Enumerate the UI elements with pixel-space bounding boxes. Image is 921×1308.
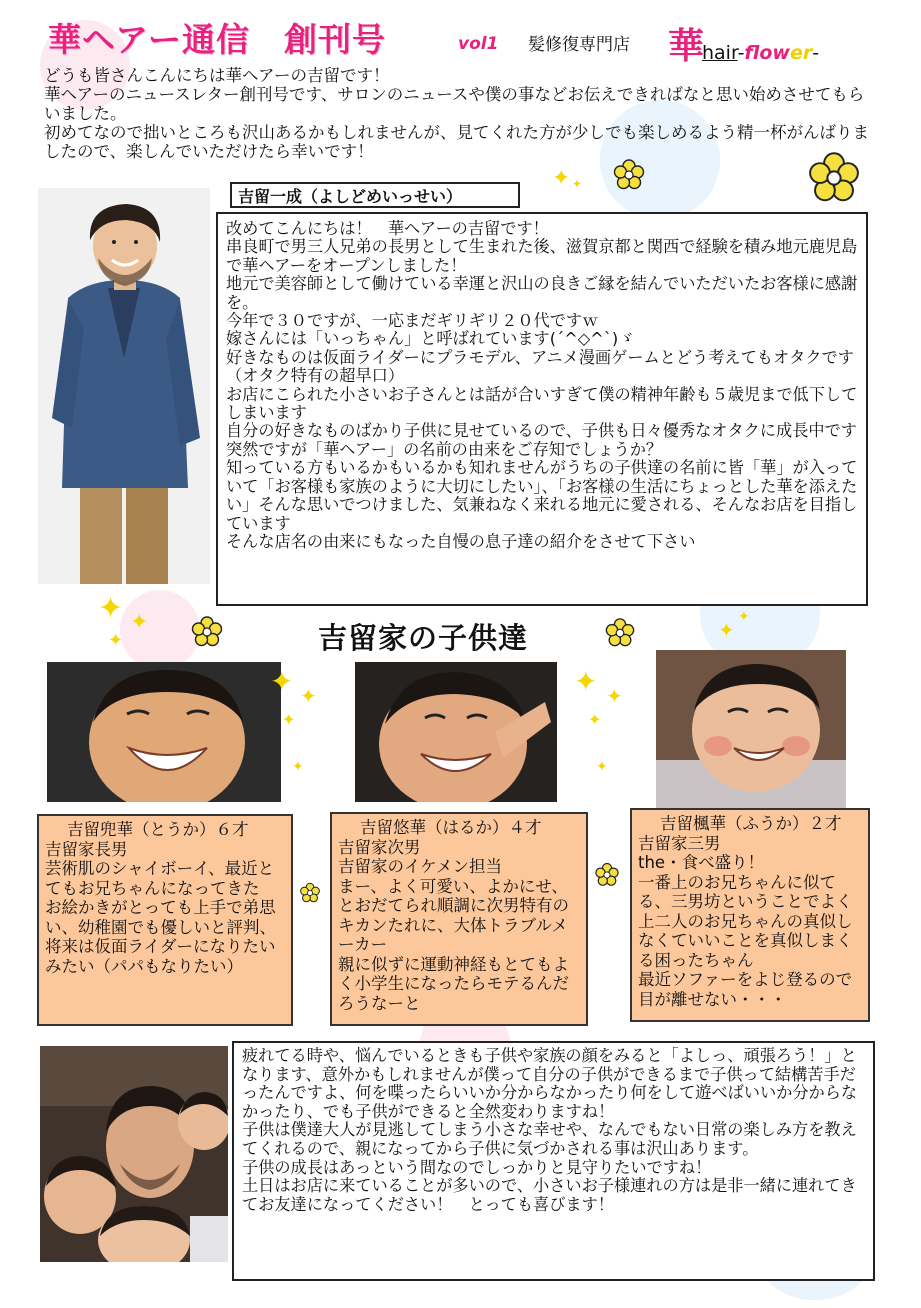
flower-icon bbox=[604, 617, 636, 649]
child-photo-haruka bbox=[355, 662, 557, 802]
closing-paragraph: 子供は僕達大人が見逃してしまう小さな幸せや、なんでもない日常の楽しみ方を教えてくれるので、親になってから子供に気づかされる事は沢山あります。 bbox=[242, 1120, 857, 1158]
child-name: 吉留楓華（ふうか）２才 bbox=[660, 814, 842, 833]
child-name: 吉留悠華（はるか）４才 bbox=[360, 818, 542, 837]
sparkle-icon: ✦ bbox=[282, 710, 296, 729]
flower-icon bbox=[594, 862, 620, 888]
profile-paragraph: 自分の好きなものばかり子供に見せているので、子供も日々優秀なオタクに成長中です bbox=[226, 421, 857, 441]
profile-paragraph: 串良町で男三人兄弟の長男として生まれた後、滋賀京都と関西で経験を積み地元鹿児島で華ヘアーをオープンしました！ bbox=[226, 237, 858, 275]
sparkle-icon: ✦ bbox=[588, 710, 602, 729]
child-name: 吉留兜華（とうか）６才 bbox=[67, 820, 249, 839]
child-line: 親に似ずに運動神経もとてもよく小学生になったらモテるんだろうなーと bbox=[338, 954, 569, 1013]
logo-dash: - bbox=[812, 42, 820, 64]
sparkle-icon: ✦ bbox=[606, 684, 623, 708]
sparkle-icon: ✦ bbox=[574, 665, 598, 698]
profile-paragraph: 今年で３０ですが、一応まだギリギリ２０代ですｗ bbox=[226, 311, 599, 331]
child-line: 最近ソファーをよじ登るので目が離せない・・・ bbox=[638, 970, 853, 1009]
children-section-title: 吉留家の子供達 bbox=[318, 621, 529, 655]
flower-icon bbox=[806, 150, 862, 206]
child-line: 芸術肌のシャイボーイ、最近とてもお兄ちゃんになってきた bbox=[45, 859, 275, 898]
logo-dash: - bbox=[737, 42, 745, 64]
sparkle-icon: ✦ bbox=[552, 166, 571, 191]
logo-hair: hair bbox=[702, 42, 738, 64]
child-line: the・食べ盛り！ bbox=[638, 853, 765, 872]
intro-line: 初めてなので拙いところも沢山あるかもしれませんが、見てくれた方が少しでも楽しめるよう精一杯がんばりましたので、楽しんでいただけたら幸いです！ bbox=[44, 123, 869, 161]
child-line: 吉留家長男 bbox=[45, 839, 128, 859]
child-line: 吉留家次男 bbox=[338, 837, 421, 857]
volume-label: vol1 bbox=[458, 34, 499, 54]
child-card-fuka bbox=[630, 808, 870, 1022]
logo-text bbox=[702, 42, 819, 64]
sparkle-icon: ✦ bbox=[130, 610, 149, 635]
sparkle-icon: ✦ bbox=[98, 591, 124, 626]
profile-text-box bbox=[216, 212, 868, 606]
owner-name-box: 吉留一成（よしどめいっせい） bbox=[230, 182, 520, 208]
family-photo bbox=[40, 1046, 228, 1262]
owner-photo bbox=[38, 188, 210, 584]
child-card-haruka bbox=[330, 812, 588, 1026]
child-photo-fuka bbox=[656, 650, 846, 808]
child-photo-toka bbox=[47, 662, 281, 802]
store-type: 髪修復専門店 bbox=[528, 35, 630, 55]
sparkle-icon: ✦ bbox=[596, 759, 608, 775]
profile-paragraph: 知っている方もいるかもいるかも知れませんがうちの子供達の名前に皆「華」が入っていて「お客様も家族のように大切にしたい」、「お客様の生活にちょっとした華を添えたい」そんな思いでつけました、気兼ねなく来れる地元に愛される、そんなお店を目指しています bbox=[226, 458, 858, 533]
intro-line: どうも皆さんこんにちは華ヘアーの吉留です！ bbox=[44, 66, 390, 85]
intro-line: 華ヘアーのニュースレター創刊号です、サロンのニュースや僕の事などお伝えできればなと思い始めさせてもらいました。 bbox=[44, 85, 865, 123]
profile-paragraph: お店にこられた小さいお子さんとは話が合いすぎて僕の精神年齢も５歳児まで低下してしまいます bbox=[226, 384, 858, 423]
closing-text-box bbox=[232, 1041, 875, 1281]
profile-paragraph: 嫁さんには「いっちゃん」と呼ばれています(ˊ^◇^ˋ)ゞ bbox=[226, 329, 635, 349]
profile-paragraph: 好きなものは仮面ライダーにプラモデル、アニメ漫画ゲームとどう考えてもオタクです（オタク特有の超早口） bbox=[226, 347, 854, 386]
flower-icon bbox=[299, 882, 321, 904]
sparkle-icon: ✦ bbox=[292, 759, 304, 775]
flower-icon bbox=[190, 615, 224, 649]
child-line: 吉留家三男 bbox=[638, 833, 721, 853]
child-line: 一番上のお兄ちゃんに似てる、三男坊ということでよく上二人のお兄ちゃんの真似しなくていいことを真似しまくる困ったちゃん bbox=[638, 872, 853, 970]
closing-paragraph: 子供の成長はあっという間なのでしっかりと見守りたいですね！ bbox=[242, 1157, 712, 1177]
profile-paragraph: 改めてこんにちは！ 華ヘアーの吉留です！ bbox=[226, 219, 549, 238]
flower-icon bbox=[612, 158, 646, 192]
logo-flow: flow bbox=[744, 42, 790, 64]
closing-paragraph: 疲れてる時や、悩んでいるときも子供や家族の顔をみると「よしっ、頑張ろう！」となります、意外かもしれませんが僕って自分の子供ができるまで子供って結構苦手だったんですよ、何を喋ったらいいか分からなかったり何をして遊べばいいか分からなかったり、でも子供ができると全然変わりますね！ bbox=[242, 1046, 858, 1121]
profile-paragraph: 地元で美容師として働けている幸運と沢山の良きご縁を結んでいただいたお客様に感謝を。 bbox=[226, 274, 858, 312]
child-card-toka bbox=[37, 814, 293, 1026]
sparkle-icon: ✦ bbox=[738, 609, 750, 625]
sparkle-icon: ✦ bbox=[300, 684, 317, 708]
logo-er: er bbox=[789, 42, 813, 64]
sparkle-icon: ✦ bbox=[718, 618, 735, 642]
sparkle-icon: ✦ bbox=[108, 630, 124, 651]
intro-text bbox=[44, 66, 869, 161]
closing-paragraph: 土日はお店に来ていることが多いので、小さいお子様連れの方は是非一緒に連れてきてお友達になってください！ とっても喜びます！ bbox=[242, 1176, 857, 1214]
newsletter-title: 華ヘアー通信 創刊号 bbox=[48, 20, 387, 59]
profile-paragraph: そんな店名の由来にもなった自慢の息子達の紹介をさせて下さい bbox=[226, 531, 696, 551]
child-line: 吉留家のイケメン担当 bbox=[338, 857, 503, 876]
sparkle-icon: ✦ bbox=[572, 177, 583, 191]
child-line: お絵かきがとっても上手で弟思い、幼稚園でも優しいと評判、将来は仮面ライダーになりたいみたい（パパもなりたい） bbox=[45, 898, 276, 976]
sparkle-icon: ✦ bbox=[270, 665, 294, 698]
profile-paragraph: 突然ですが「華ヘアー」の名前の由来をご存知でしょうか？ bbox=[226, 439, 663, 459]
logo-kanji: 華 bbox=[668, 25, 705, 67]
child-line: まー、よく可愛い、よかにせ、とおだてられ順調に次男特有のキカンたれに、大体トラブルメーカー bbox=[338, 876, 569, 954]
